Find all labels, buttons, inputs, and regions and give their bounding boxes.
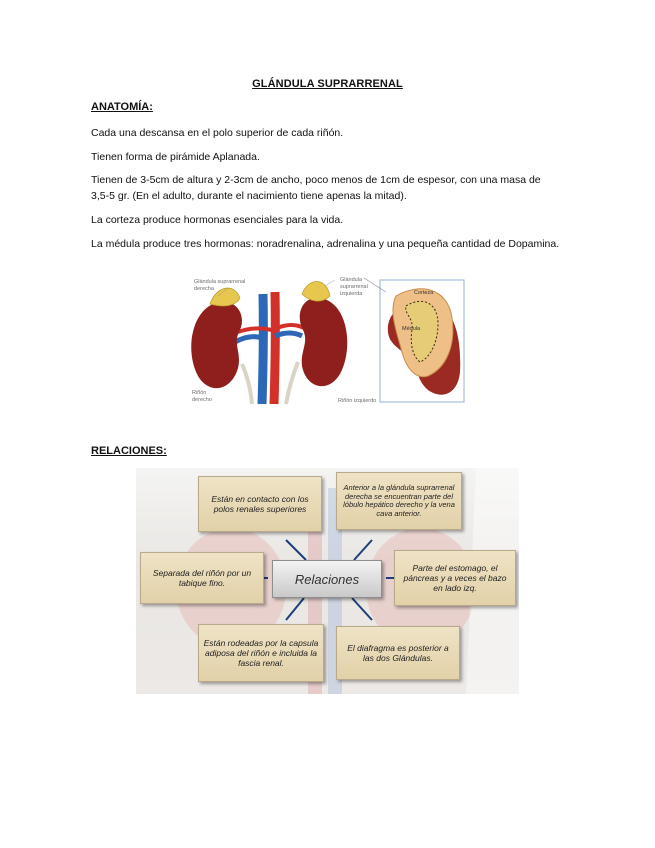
label-right-kidney: Riñón — [192, 390, 207, 396]
adrenal-anatomy-illustration — [180, 272, 470, 412]
label-right-gland: Glándula suprarrenal — [194, 279, 246, 285]
svg-text:derecha: derecha — [194, 286, 214, 292]
label-cortex: Corteza — [414, 290, 434, 296]
relations-diagram — [136, 468, 519, 694]
relation-box-mid-left: Separada del riñón por un tabique fino. — [140, 552, 264, 604]
relation-box-bottom-right: El diafragma es posterior a las dos Glándulas. — [336, 626, 460, 680]
relations-heading: RELACIONES: — [91, 445, 167, 457]
relations-center-box: Relaciones — [272, 560, 382, 598]
right-adrenal-gland — [210, 288, 240, 306]
anatomy-paragraph: Cada una descansa en el polo superior de cada riñón. — [91, 127, 344, 139]
label-left-gland: Glándula — [340, 277, 363, 283]
relation-box-top-left: Están en contacto con los polos renales superiores — [198, 476, 322, 532]
relation-box-bottom-left: Están rodeadas por la capsula adiposa del riñón e incluida la fascia renal. — [198, 624, 324, 682]
right-kidney — [191, 302, 242, 388]
svg-text:derecho: derecho — [192, 397, 212, 403]
aorta-vessel — [274, 292, 275, 404]
anatomy-paragraph: Tienen forma de pirámide Aplanada. — [91, 151, 260, 163]
anatomy-paragraph: La médula produce tres hormonas: noradrenalina, adrenalina y una pequeña cantidad de Dopamina. — [91, 238, 560, 250]
anatomy-heading: ANATOMÍA: — [91, 101, 153, 113]
left-kidney — [300, 298, 348, 386]
relation-box-top-right: Anterior a la glándula suprarrenal derecha se encuentran parte del lóbulo hepático derecho y la vena cava anterior. — [336, 472, 462, 530]
relation-box-mid-right: Parte del estomago, el páncreas y a veces el bazo en lado izq. — [394, 550, 516, 606]
label-medulla: Médula — [402, 326, 421, 332]
anatomy-paragraph: La corteza produce hormonas esenciales para la vida. — [91, 214, 344, 226]
anatomy-paragraph: Tienen de 3-5cm de altura y 2-3cm de ancho, poco menos de 1cm de espesor, con una masa de 3,5-5 gr. (En el adulto, durante el nacimiento tiene apenas la mitad). — [91, 174, 541, 202]
left-adrenal-gland — [302, 282, 330, 302]
label-left-kidney: Riñón izquierdo — [338, 398, 377, 404]
vena-cava-vessel — [262, 294, 263, 404]
svg-text:suprarrenal: suprarrenal — [340, 284, 368, 290]
page-title: GLÁNDULA SUPRARRENAL — [252, 78, 403, 90]
svg-text:izquierda: izquierda — [340, 291, 363, 297]
adrenal-anatomy-figure — [180, 272, 470, 412]
